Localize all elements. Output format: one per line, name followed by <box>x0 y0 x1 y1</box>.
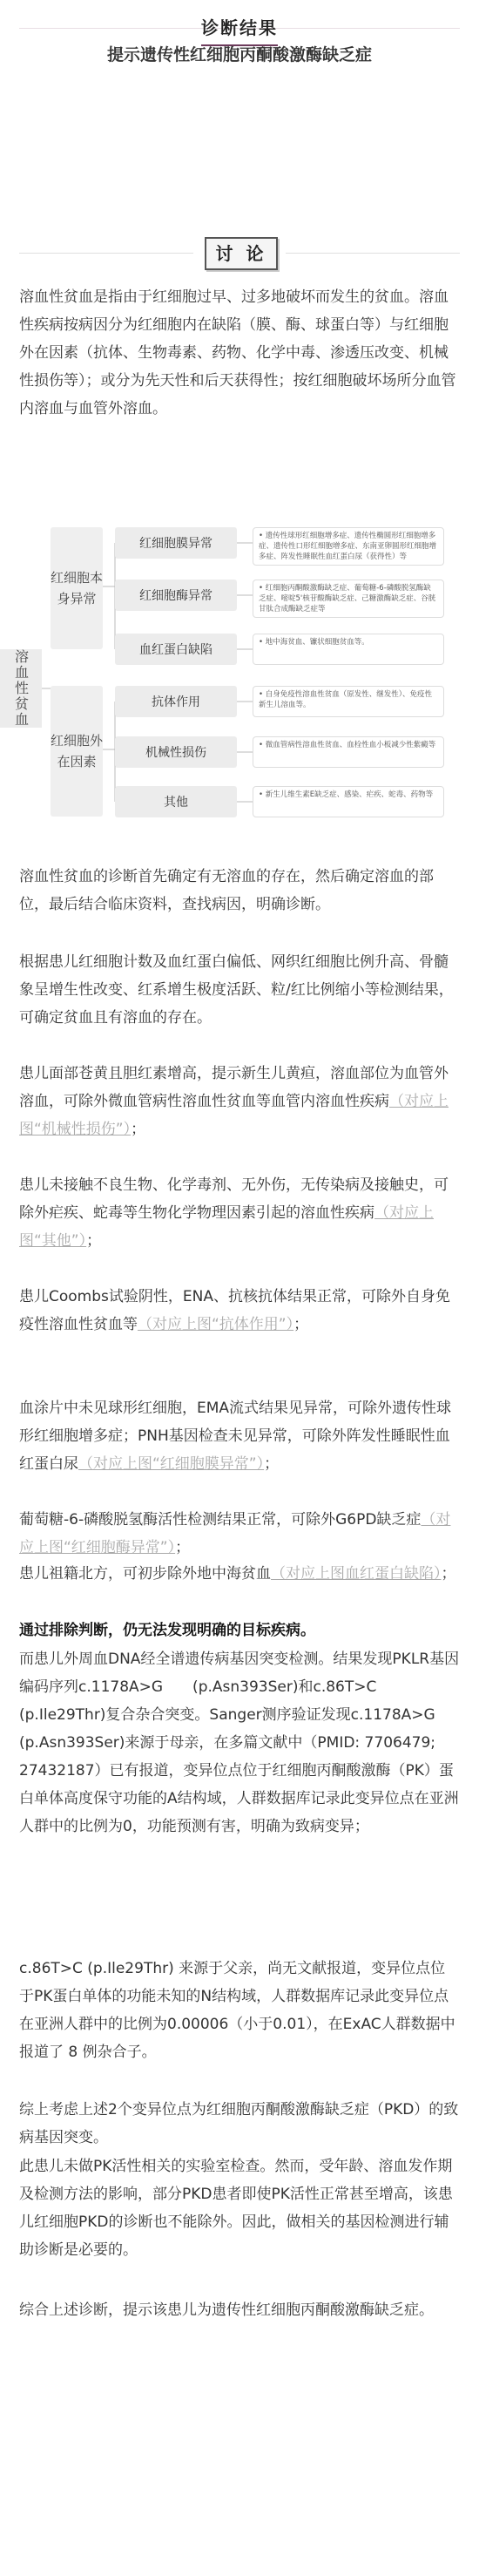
hint-enzyme: （对应上图“红细胞酶异常”） <box>19 1511 451 1556</box>
hint-antibody: （对应上图“抗体作用”） <box>138 1316 294 1333</box>
intro-paragraph: 溶血性贫血是指由于红细胞过早、过多地破坏而发生的贫血。溶血性疾病按病因分为红细胞内在缺陷（膜、酶、球蛋白等）与红细胞外在因素（抗体、生物毒素、药物、化学中毒、渗透压改变、机械性损伤等）；或分为先天性和后天获得性；按红细胞破坏场所分血管内溶血与血管外溶血。 <box>19 288 456 417</box>
hemolysis-classification-diagram <box>0 527 479 854</box>
diagnosis-subtitle: 提示遗传性红细胞丙酮酸激酶缺乏症 <box>106 45 372 64</box>
paragraph-coombs: 患儿Coombs试验阴性，ENA、抗核抗体结果正常，可除外自身免疫性溶血性贫血等（对应上图“抗体作用”）； <box>19 1288 450 1333</box>
hint-other: （对应上图“其他”） <box>19 1204 434 1250</box>
hint-hemoglobin: （对应上图血红蛋白缺陷） <box>271 1565 442 1583</box>
heading-rule-left <box>19 253 193 254</box>
diagram-note-antibody: • 自身免疫性溶血性贫血（原发性、继发性）、免疫性新生儿溶血等。 <box>253 686 444 717</box>
discussion-title: 讨 论 <box>205 237 278 270</box>
paragraph-anemia-evidence: 根据患儿红细胞计数及血红蛋白偏低、网织红细胞比例升高、骨髓象呈增生性改变、红系增生极度活跃、粒/红比例缩小等检测结果，可确定贫血且有溶血的存在。 <box>19 953 454 1027</box>
diagram-group-extrinsic: 红细胞外在因素 <box>51 686 103 817</box>
diagram-item-membrane: 红细胞膜异常 <box>115 527 237 559</box>
diagram-root: 溶血性贫血 <box>0 649 42 728</box>
diagnosis-header <box>19 0 460 87</box>
diagram-group-intrinsic: 红细胞本身异常 <box>51 527 103 649</box>
discussion-heading <box>19 235 460 270</box>
diagram-note-enzyme: • 红细胞丙酮酸激酶缺乏症、葡萄糖-6-磷酸脱氢酶缺乏症、嘧啶5'核苷酸酶缺乏症、己糖激酶缺乏症、谷胱甘肽合成酶缺乏症等 <box>253 580 444 618</box>
genetic-paragraph-4: 此患儿未做PK活性相关的实验室检查。然而，受年龄、溶血发作期及检测方法的影响，部分PKD患者即使PK活性正常甚至增高，该患儿红细胞PKD的诊断也不能除外。因此，做相关的基因检测进行辅助诊断是必要的。 <box>19 2158 453 2259</box>
diagram-item-enzyme: 红细胞酶异常 <box>115 580 237 611</box>
hint-mechanical: （对应上图“机械性损伤”） <box>19 1093 449 1138</box>
diagram-note-mechanical: • 微血管病性溶血性贫血、血栓性血小板减少性紫癜等 <box>253 736 444 768</box>
diagram-note-hemoglobin: • 地中海贫血、镰状细胞贫血等。 <box>253 634 444 665</box>
exclusion-summary: 通过排除判断，仍无法发现明确的目标疾病。 <box>19 1622 315 1639</box>
paragraph-extravascular: 患儿面部苍黄且胆红素增高，提示新生儿黄疸，溶血部位为血管外溶血，可除外微血管病性溶血性贫血等血管内溶血性疾病（对应上图“机械性损伤”）； <box>19 1065 449 1138</box>
paragraph-other-causes: 患儿未接触不良生物、化学毒剂、无外伤，无传染病及接触史，可除外疟疾、蛇毒等生物化学物理因素引起的溶血性疾病（对应上图“其他”）； <box>19 1176 449 1250</box>
diagram-item-mechanical: 机械性损伤 <box>115 736 237 768</box>
heading-rule-right <box>286 253 460 254</box>
paragraph-membrane: 血涂片中未见球形红细胞，EMA流式结果见异常，可除外遗传性球形红细胞增多症；PNH基因检查未见异常，可除外阵发性睡眠性血红蛋白尿（对应上图“红细胞膜异常”）； <box>19 1400 452 1473</box>
paragraph-g6pd: 葡萄糖-6-磷酸脱氢酶活性检测结果正常，可除外G6PD缺乏症（对应上图“红细胞酶异常”）； <box>19 1511 451 1556</box>
diagnosis-title: 诊断结果 <box>201 14 278 46</box>
genetic-paragraph-2: c.86T>C (p.Ile29Thr) 来源于父亲，尚无文献报道，变异位点位于PK蛋白单体的功能未知的N结构域，人群数据库记录此变异位点在亚洲人群中的比例为0.00006（小于0.01），在ExAC人群数据中报道了 8 例杂合子。 <box>19 1960 455 2061</box>
genetic-paragraph-1: 而患儿外周血DNA经全谱遗传病基因突变检测。结果发现PKLR基因编码序列c.1178A>G (p.Asn393Ser)和c.86T>C (p.Ile29Thr)复合杂合突变。Sanger测序验证发现c.1178A>G (p.Asn393Ser)来源于母亲，在多篇文献中（PMID: 7706479; 27432187）已有报道，变异位点位于红细胞丙酮酸激酶（PK）蛋白单体高度保守功能的A结构域，人群数据库记录此变异位点在亚洲人群中的比例为0，功能预测有害，明确为致病变异； <box>19 1651 460 1835</box>
paragraph-thalassemia: 患儿祖籍北方，可初步除外地中海贫血（对应上图血红蛋白缺陷）； <box>19 1565 456 1583</box>
genetic-paragraph-3: 综上考虑上述2个变异位点为红细胞丙酮酸激酶缺乏症（PKD）的致病基因突变。 <box>19 2101 459 2146</box>
diagram-item-antibody: 抗体作用 <box>115 686 237 717</box>
diagram-item-other: 其他 <box>115 786 237 817</box>
hint-membrane: （对应上图“红细胞膜异常”） <box>78 1455 265 1473</box>
diagram-item-hemoglobin: 血红蛋白缺陷 <box>115 634 237 665</box>
diagram-note-other: • 新生儿维生素E缺乏症、感染、疟疾、蛇毒、药物等 <box>253 786 444 817</box>
conclusion-paragraph: 综合上述诊断，提示该患儿为遗传性红细胞丙酮酸激酶缺乏症。 <box>19 2301 434 2319</box>
paragraph-diagnosis-steps: 溶血性贫血的诊断首先确定有无溶血的存在，然后确定溶血的部位，最后结合临床资料，查找病因，明确诊断。 <box>19 868 434 913</box>
diagram-note-membrane: • 遗传性球形红细胞增多症、遗传性椭圆形红细胞增多症、遗传性口形红细胞增多症、东南亚卵圆形红细胞增多症、阵发性睡眠性血红蛋白尿（获得性）等 <box>253 527 444 566</box>
